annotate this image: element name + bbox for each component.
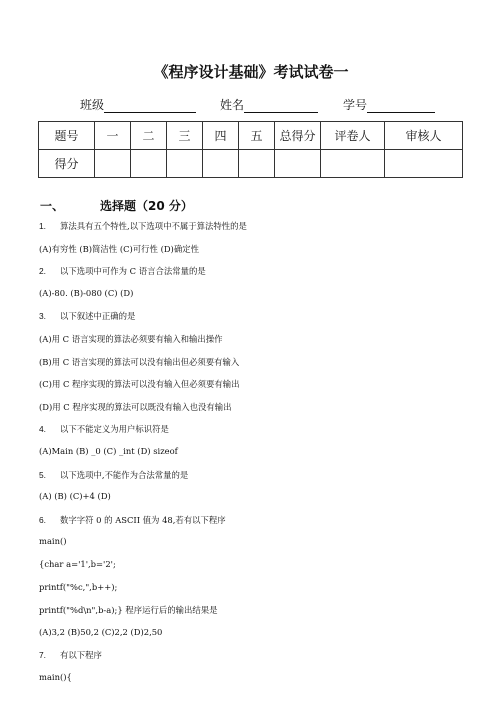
answer-line: (C)用 C 程序实现的算法可以没有输入但必须要有输出 [39,379,240,390]
score-cell [321,150,385,178]
id-field [343,96,435,113]
question-number: 1. [39,221,46,231]
question-number: 7. [39,650,46,661]
score-cell [203,150,239,178]
header-cell: 题号 [39,122,95,150]
question-number: 6. [39,514,46,525]
question-number: 5. [39,469,46,480]
score-cell [239,150,275,178]
question-item [39,265,206,277]
question-text: 以下选项中可作为 C 语言合法常量的是 [60,266,206,277]
answer-line: (B)用 C 语言实现的算法可以没有输出但必须要有输入 [39,356,240,367]
answer-line: (A)有穷性 (B)简洁性 (C)可行性 (D)确定性 [39,243,199,254]
class-blank [104,100,196,113]
section-number: 一、 [40,199,65,213]
header-cell: 一 [95,122,131,150]
score-cell [385,150,463,178]
score-cell [275,150,321,178]
score-cell [95,150,131,178]
name-field [220,96,318,113]
answer-line: main(){ [39,672,72,682]
id-blank [367,100,435,113]
name-label: 姓名 [220,98,245,112]
exam-title: 《程序设计基础》考试试卷一 [153,63,349,81]
header-cell: 五 [239,122,275,150]
header-cell: 评卷人 [321,122,385,150]
score-table-header-row [39,122,463,150]
header-cell: 四 [203,122,239,150]
answer-line: {char a='1',b='2'; [39,559,116,569]
answer-line: (A)Main (B) _0 (C) _int (D) sizeof [39,446,178,456]
question-item [39,649,102,661]
header-cell: 三 [167,122,203,150]
class-label: 班级 [80,98,105,112]
question-number: 4. [39,424,46,435]
answer-line: printf("%d\n",b-a);} 程序运行后的输出结果是 [39,605,218,616]
name-blank [244,100,318,113]
question-text: 以下叙述中正确的是 [60,311,136,322]
header-cell: 总得分 [275,122,321,150]
answer-line: (A)3,2 (B)50,2 (C)2,2 (D)2,50 [39,626,163,637]
question-item [39,469,188,481]
answer-line: (A) (B) (C)+4 (D) [39,491,111,502]
question-text: 数字字符 0 的 ASCII 值为 48,若有以下程序 [60,514,226,525]
header-cell: 二 [131,122,167,150]
class-field [80,96,196,113]
question-number: 3. [39,311,46,322]
score-table [38,121,463,178]
question-text: 有以下程序 [60,650,102,661]
answer-line: printf("%c,",b++); [39,581,118,592]
answer-line: (A)用 C 语言实现的算法必须要有输入和输出操作 [39,334,223,344]
answer-line: (D)用 C 程序实现的算法可以既没有输入也没有输出 [39,401,232,412]
score-cell [167,150,203,178]
section-heading [40,197,193,214]
question-number: 2. [39,266,46,277]
score-table-score-row [39,150,463,178]
question-item [39,220,247,232]
answer-line: (A)-80. (B)-080 (C) (D) [39,287,134,298]
score-cell [131,150,167,178]
header-cell: 审核人 [385,122,463,150]
answer-line: main() [39,536,67,547]
question-item [39,514,226,526]
score-row-label: 得分 [39,150,95,178]
question-text: 算法具有五个特性,以下选项中不属于算法特性的是 [60,221,247,231]
section-title: 选择题（20 分） [100,199,193,213]
question-text: 以下不能定义为用户标识符是 [60,424,169,435]
question-text: 以下选项中,不能作为合法常量的是 [60,469,189,480]
id-label: 学号 [343,98,368,112]
question-item [39,423,169,435]
question-item [39,310,135,322]
